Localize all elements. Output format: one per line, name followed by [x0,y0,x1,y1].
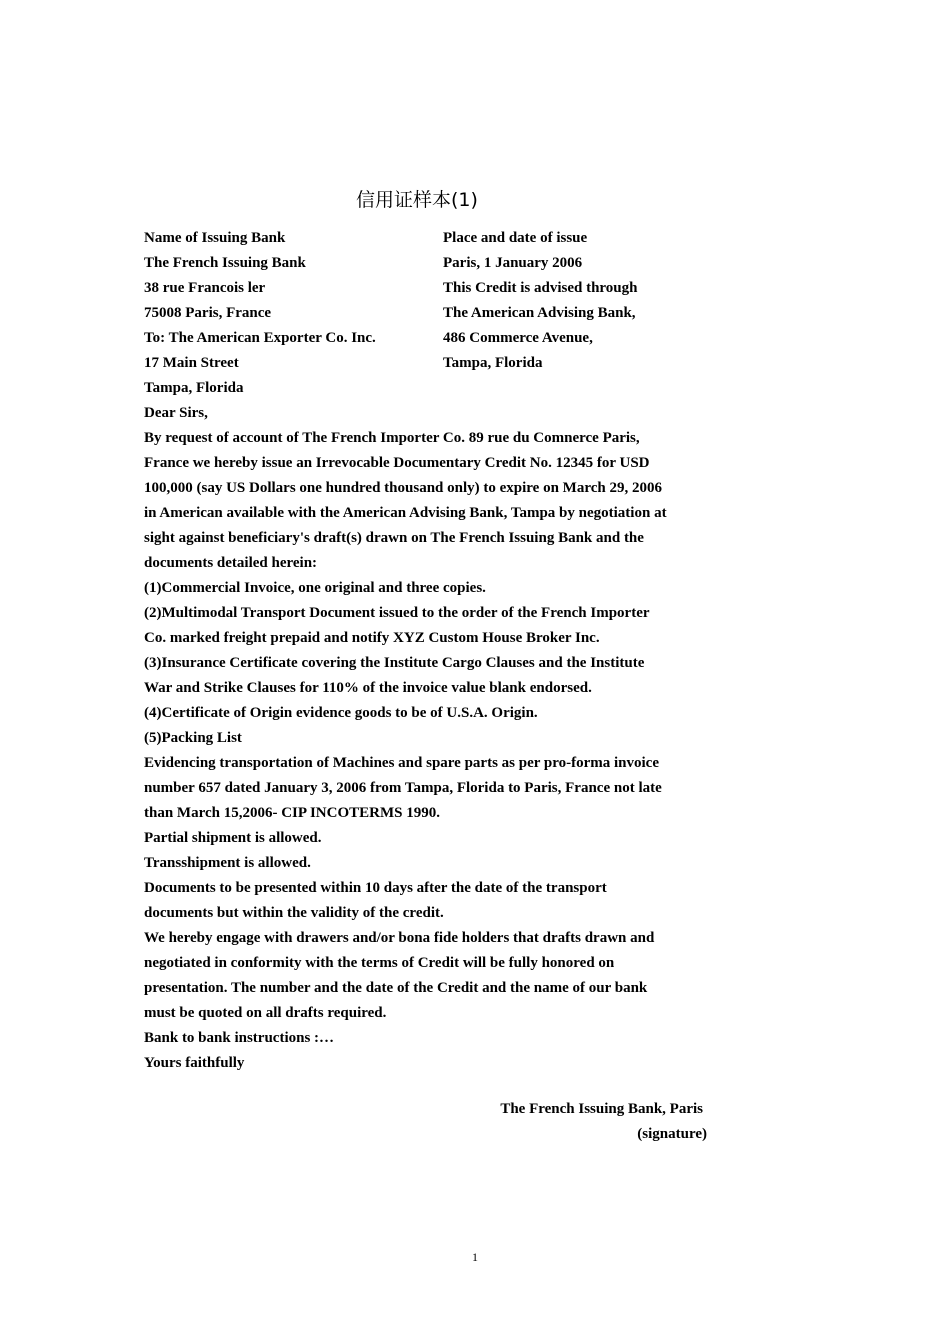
issuing-bank-label: Name of Issuing Bank [144,230,286,246]
body-line: documents but within the validity of the credit. [144,905,444,921]
beneficiary-name: To: The American Exporter Co. Inc. [144,330,376,346]
beneficiary-street: 17 Main Street [144,355,239,371]
document-item: (3)Insurance Certificate covering the Institute Cargo Clauses and the Institute [144,655,645,671]
beneficiary-city: Tampa, Florida [144,380,244,396]
body-line: Transshipment is allowed. [144,855,311,871]
body-line: number 657 dated January 3, 2006 from Tampa, Florida to Paris, France not late [144,780,662,796]
advising-bank-name: The American Advising Bank, [443,305,636,321]
advising-bank-street: 486 Commerce Avenue, [443,330,593,346]
body-line: must be quoted on all drafts required. [144,1005,387,1021]
advising-bank-city: Tampa, Florida [443,355,543,371]
signature-bank: The French Issuing Bank, Paris [500,1101,703,1117]
body-line: documents detailed herein: [144,555,318,571]
signature-block [500,1097,707,1147]
issuing-bank-name: The French Issuing Bank [144,255,306,271]
body-line: negotiated in conformity with the terms of Credit will be fully honored on [144,955,615,971]
body-line: 100,000 (say US Dollars one hundred thousand only) to expire on March 29, 2006 [144,480,662,496]
issuing-bank-city: 75008 Paris, France [144,305,272,321]
body-line: in American available with the American Advising Bank, Tampa by negotiation at [144,505,667,521]
document-title: 信用证样本(1) [356,189,478,211]
document-item: War and Strike Clauses for 110% of the invoice value blank endorsed. [144,680,592,696]
page-number: 1 [472,1250,478,1264]
document-item: (1)Commercial Invoice, one original and three copies. [144,580,486,596]
header-row [144,226,724,251]
body-line: presentation. The number and the date of the Credit and the name of our bank [144,980,648,996]
signature-label: (signature) [637,1126,707,1142]
body-line: sight against beneficiary's draft(s) drawn on The French Issuing Bank and the [144,530,644,546]
body-line: Bank to bank instructions :… [144,1030,335,1046]
body-line: Partial shipment is allowed. [144,830,322,846]
body-line: Documents to be presented within 10 days after the date of the transport [144,880,607,896]
body-line: than March 15,2006- CIP INCOTERMS 1990. [144,805,440,821]
closing: Yours faithfully [144,1055,245,1071]
salutation: Dear Sirs, [144,405,208,421]
header-row [144,251,724,276]
document-item: (5)Packing List [144,730,242,746]
body-line: By request of account of The French Importer Co. 89 rue du Comnerce Paris, [144,430,640,446]
header-row [144,276,724,301]
issuing-bank-street: 38 rue Francois ler [144,280,266,296]
document-item: (4)Certificate of Origin evidence goods to be of U.S.A. Origin. [144,705,538,721]
document-item: Co. marked freight prepaid and notify XYZ Custom House Broker Inc. [144,630,600,646]
header-row [144,301,724,326]
body-line: Evidencing transportation of Machines and spare parts as per pro-forma invoice [144,755,660,771]
advised-through-label: This Credit is advised through [443,280,638,296]
body-line: We hereby engage with drawers and/or bona fide holders that drafts drawn and [144,930,655,946]
issue-date: Paris, 1 January 2006 [443,255,583,271]
letter-body [144,226,724,1076]
place-date-label: Place and date of issue [443,230,588,246]
body-line: France we hereby issue an Irrevocable Documentary Credit No. 12345 for USD [144,455,650,471]
document-item: (2)Multimodal Transport Document issued to the order of the French Importer [144,605,650,621]
header-row [144,326,724,351]
header-row [144,351,724,376]
